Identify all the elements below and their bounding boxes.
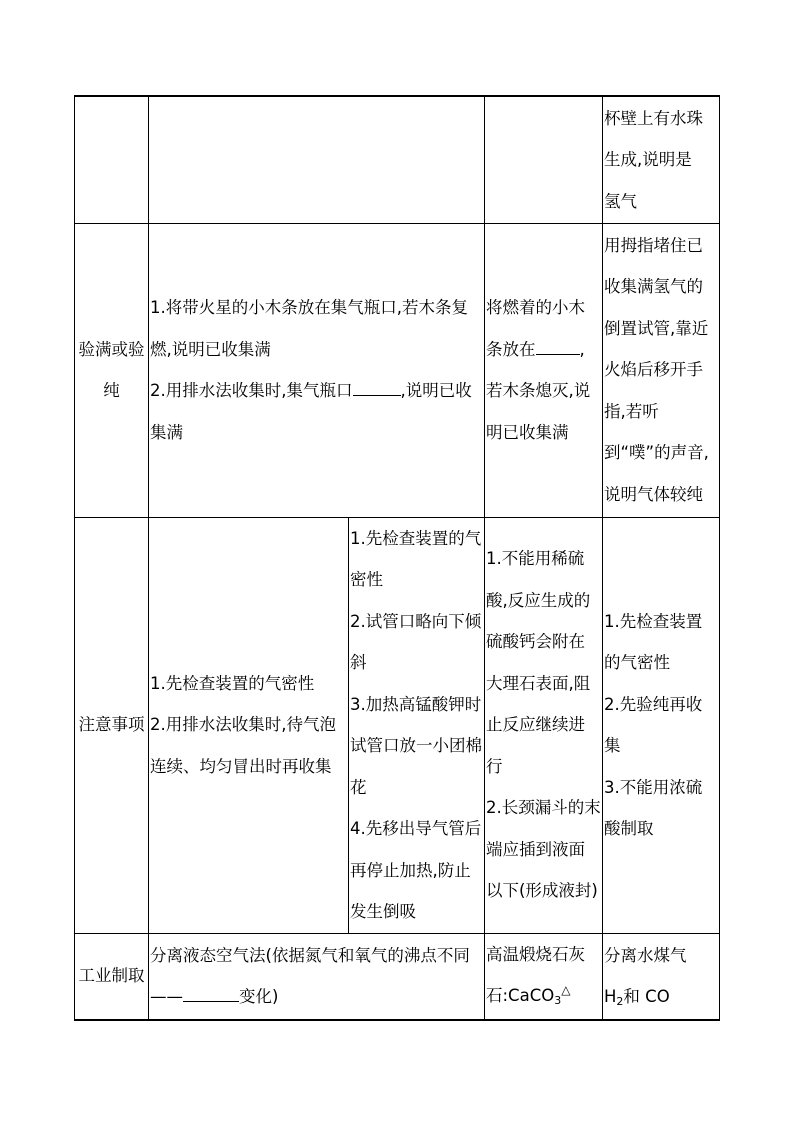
text-fragment: 分离液态空气法(依据氮气和氧气的沸点不同—— bbox=[150, 945, 470, 1006]
table-row-industrial bbox=[75, 933, 720, 1020]
oxygen-precautions-cell bbox=[149, 517, 349, 933]
kmno4-precautions-cell bbox=[349, 517, 485, 933]
co2-industrial-cell bbox=[485, 933, 603, 1020]
fill-in-blank bbox=[183, 985, 239, 1003]
table-row-continuation bbox=[75, 96, 720, 223]
cell-empty bbox=[485, 96, 603, 223]
table-row-check-full bbox=[75, 223, 720, 517]
row-label-precautions: 注意事项 bbox=[75, 517, 149, 933]
subscript: 3 bbox=[554, 994, 562, 1007]
text-line: 3.不能用浓硫酸制取 bbox=[604, 777, 703, 838]
text-fragment: 变化) bbox=[239, 987, 279, 1006]
hydrogen-precautions-cell bbox=[603, 517, 720, 933]
cell-empty bbox=[75, 96, 149, 223]
text-line: 1.先检查装置的气密性 bbox=[350, 528, 482, 589]
co2-check-full-cell bbox=[485, 223, 603, 517]
text-line: 1.将带火星的小木条放在集气瓶口,若木条复燃,说明已收集满 bbox=[150, 298, 468, 359]
text-line: 3.加热高锰酸钾时试管口放一小团棉花 bbox=[350, 694, 482, 797]
subscript: 2 bbox=[616, 995, 624, 1008]
gas-preparation-table bbox=[74, 95, 720, 1021]
text-line bbox=[150, 370, 483, 453]
hydrogen-industrial-cell bbox=[603, 933, 720, 1020]
text-fragment: ,说明已收集满 bbox=[150, 381, 472, 442]
text-line: 2.用排水法收集时,待气泡连续、均匀冒出时再收集 bbox=[150, 715, 336, 776]
text-line: 4.先移出导气管后再停止加热,防止发生倒吸 bbox=[350, 819, 482, 921]
co2-precautions-cell bbox=[485, 517, 603, 933]
text-fragment: ,若木条熄灭,说明已收集满 bbox=[486, 339, 591, 442]
text-fragment: H bbox=[604, 987, 617, 1006]
cell-empty bbox=[149, 96, 485, 223]
hydrogen-purity-test-cell: 用拇指堵住已收集满氢气的倒置试管,靠近火焰后移开手指,若听到“噗”的声音,说明气体较纯 bbox=[603, 223, 720, 517]
text-fragment: 和 CO bbox=[623, 987, 670, 1006]
text-line: 生成,说明是 bbox=[604, 150, 692, 169]
heat-triangle-icon: △ bbox=[561, 983, 571, 997]
text-line bbox=[604, 976, 718, 1018]
text-line: 2.长颈漏斗的末端应插到液面以下(形成液封) bbox=[486, 798, 601, 901]
row-label-check-full: 验满或验纯 bbox=[75, 223, 149, 517]
fill-in-blank bbox=[353, 379, 401, 397]
table-row-precautions bbox=[75, 517, 720, 933]
text-line: 氢气 bbox=[604, 191, 637, 211]
fill-in-blank bbox=[536, 337, 580, 355]
text-line: 1.先检查装置的气密性 bbox=[604, 611, 703, 672]
text-line: 2.试管口略向下倾斜 bbox=[350, 611, 482, 672]
oxygen-industrial-cell bbox=[149, 933, 485, 1020]
hydrogen-test-result-cell bbox=[603, 96, 720, 223]
row-label-industrial: 工业制取 bbox=[75, 933, 149, 1020]
text-fragment: 高温煅烧石灰石:CaCO bbox=[486, 944, 585, 1005]
text-fragment: 2.用排水法收集时,集气瓶口 bbox=[150, 381, 353, 400]
text-line: 2.先验纯再收集 bbox=[604, 694, 703, 755]
oxygen-check-full-cell bbox=[149, 223, 485, 517]
text-line: 1.先检查装置的气密性 bbox=[150, 673, 315, 693]
text-line: 杯壁上有水珠 bbox=[604, 108, 703, 128]
text-line: 分离水煤气 bbox=[604, 945, 687, 965]
text-fragment: 将燃着的小木条放在 bbox=[486, 298, 585, 359]
text-line: 1.不能用稀硫酸,反应生成的硫酸钙会附在大理石表面,阻止反应继续进行 bbox=[486, 549, 591, 776]
